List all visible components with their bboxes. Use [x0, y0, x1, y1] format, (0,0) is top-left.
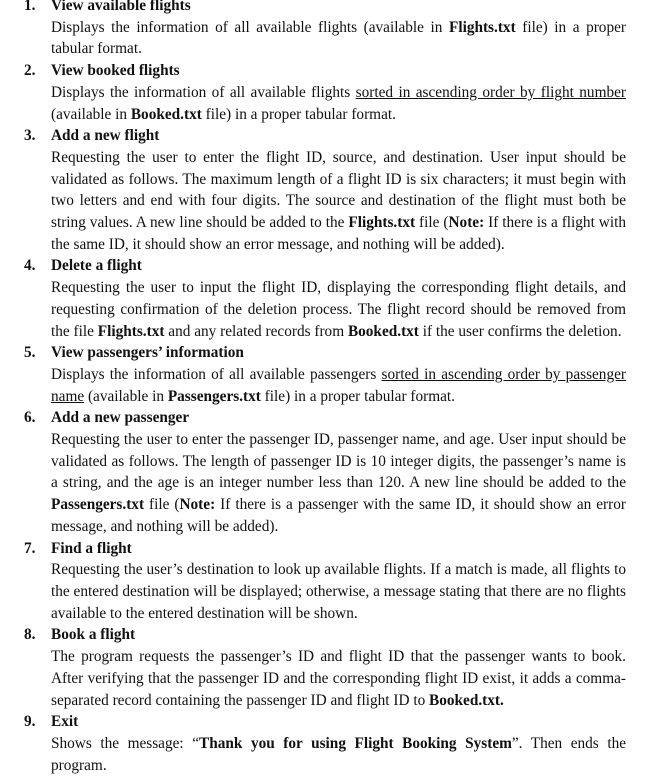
text-run: and any related records from — [164, 322, 348, 340]
list-item — [0, 255, 672, 342]
item-description — [0, 429, 672, 538]
text-run: Displays the information of all available flights (available in — [51, 18, 449, 36]
note-label: Note: — [448, 214, 485, 232]
list-item — [0, 342, 672, 407]
item-title: Add a new passenger — [51, 409, 190, 427]
item-number: 2. — [24, 62, 36, 80]
item-heading — [0, 407, 672, 429]
item-title: Exit — [51, 713, 79, 731]
item-title: Find a flight — [51, 539, 132, 557]
item-number: 7. — [24, 539, 36, 557]
file-name: Passengers.txt — [167, 387, 261, 405]
note-label: Note: — [179, 496, 216, 514]
item-description — [0, 277, 672, 342]
item-heading — [0, 0, 672, 17]
text-run: If there is a flight with the same ID, it should show an error message, and nothing will be added). — [51, 214, 626, 253]
text-run: The program requests the passenger’s ID and flight ID that the passenger wants to book. After verifying that the passenger ID and the corresponding flight ID exist, it adds a comma-separated record containing the passenger ID and flight ID to — [51, 648, 626, 709]
text-run: file ( — [415, 214, 449, 232]
message-text: Thank you for using Flight Booking System — [199, 734, 512, 752]
file-name: Booked.txt — [130, 105, 202, 123]
file-name: Flights.txt — [97, 322, 165, 340]
text-run: file) in a proper tabular format. — [260, 387, 455, 405]
text-run: Requesting the user to enter the passenger ID, passenger name, and age. User input should be validated as follows. The length of passenger ID is 10 integer digits, the passenger’s name is a string, and the age is an integer number less than 120. A new line should be added to the — [51, 431, 626, 492]
item-description — [0, 646, 672, 711]
item-title: Delete a flight — [51, 257, 142, 275]
item-number: 4. — [24, 257, 36, 275]
file-name: Booked.txt — [347, 322, 419, 340]
text-run: (available in — [51, 105, 131, 123]
file-name: Booked.txt. — [429, 691, 504, 709]
item-description — [0, 147, 672, 256]
file-name: Passengers.txt — [51, 496, 145, 514]
text-run: file) in a proper tabular format. — [201, 105, 396, 123]
text-run: file) in a proper tabular format. — [51, 18, 626, 58]
text-run: ”. Then ends the program. — [51, 734, 627, 774]
underlined-text: sorted in ascending order by flight number — [355, 83, 626, 101]
text-run: Displays the information of all available flights — [51, 83, 356, 101]
item-title: Add a new flight — [51, 127, 160, 145]
list-item — [0, 538, 672, 625]
item-heading — [0, 125, 672, 147]
item-description — [0, 364, 672, 407]
text-run: (available in — [84, 387, 168, 405]
list-item — [0, 60, 672, 125]
underlined-text: sorted in ascending order by passenger name — [51, 365, 626, 405]
list-item — [0, 624, 672, 711]
item-heading — [0, 60, 672, 82]
list-item — [0, 125, 672, 255]
item-title: View passengers’ information — [51, 344, 244, 362]
text-run: If there is a passenger with the same ID, it should show an error message, and nothing will be added). — [51, 496, 626, 535]
text-run: if the user confirms the deletion. — [418, 322, 622, 340]
text-run: Displays the information of all available passengers — [51, 365, 382, 383]
item-heading — [0, 711, 672, 733]
item-title: View booked flights — [51, 62, 180, 80]
item-heading — [0, 342, 672, 364]
item-title: View available flights — [51, 0, 191, 14]
item-number: 3. — [24, 127, 36, 145]
text-run: Shows the message: “ — [51, 734, 200, 752]
item-number: 8. — [24, 626, 36, 644]
list-item — [0, 0, 672, 60]
text-run: Requesting the user to input the flight ID, displaying the corresponding flight details, and requesting confirmation of the deletion process. The flight record should be removed from the file — [51, 279, 626, 340]
text-run: file ( — [144, 496, 180, 514]
item-description — [0, 733, 672, 776]
item-number: 6. — [24, 409, 36, 427]
item-heading — [0, 538, 672, 560]
item-description — [0, 17, 672, 60]
item-number: 9. — [24, 713, 36, 731]
file-name: Flights.txt — [448, 18, 516, 36]
text-run: Requesting the user to enter the flight ID, source, and destination. User input should be validated as follows. The maximum length of a flight ID is six characters; it must begin with two letters and end with four digits. The source and destination of the flight must both be string values. A new line should be added to the — [51, 148, 626, 232]
item-heading — [0, 624, 672, 646]
item-description — [0, 559, 672, 624]
item-number: 1. — [24, 0, 36, 14]
text-run: Requesting the user’s destination to look up available flights. If a match is made, all flights to the entered destination will be displayed; otherwise, a message stating that there are no flights available to the entered destination will be shown. — [51, 561, 626, 622]
file-name: Flights.txt — [348, 214, 416, 232]
item-description — [0, 82, 672, 125]
list-item — [0, 711, 672, 776]
item-heading — [0, 255, 672, 277]
item-number: 5. — [24, 344, 36, 362]
item-title: Book a flight — [51, 626, 136, 644]
list-item — [0, 407, 672, 537]
